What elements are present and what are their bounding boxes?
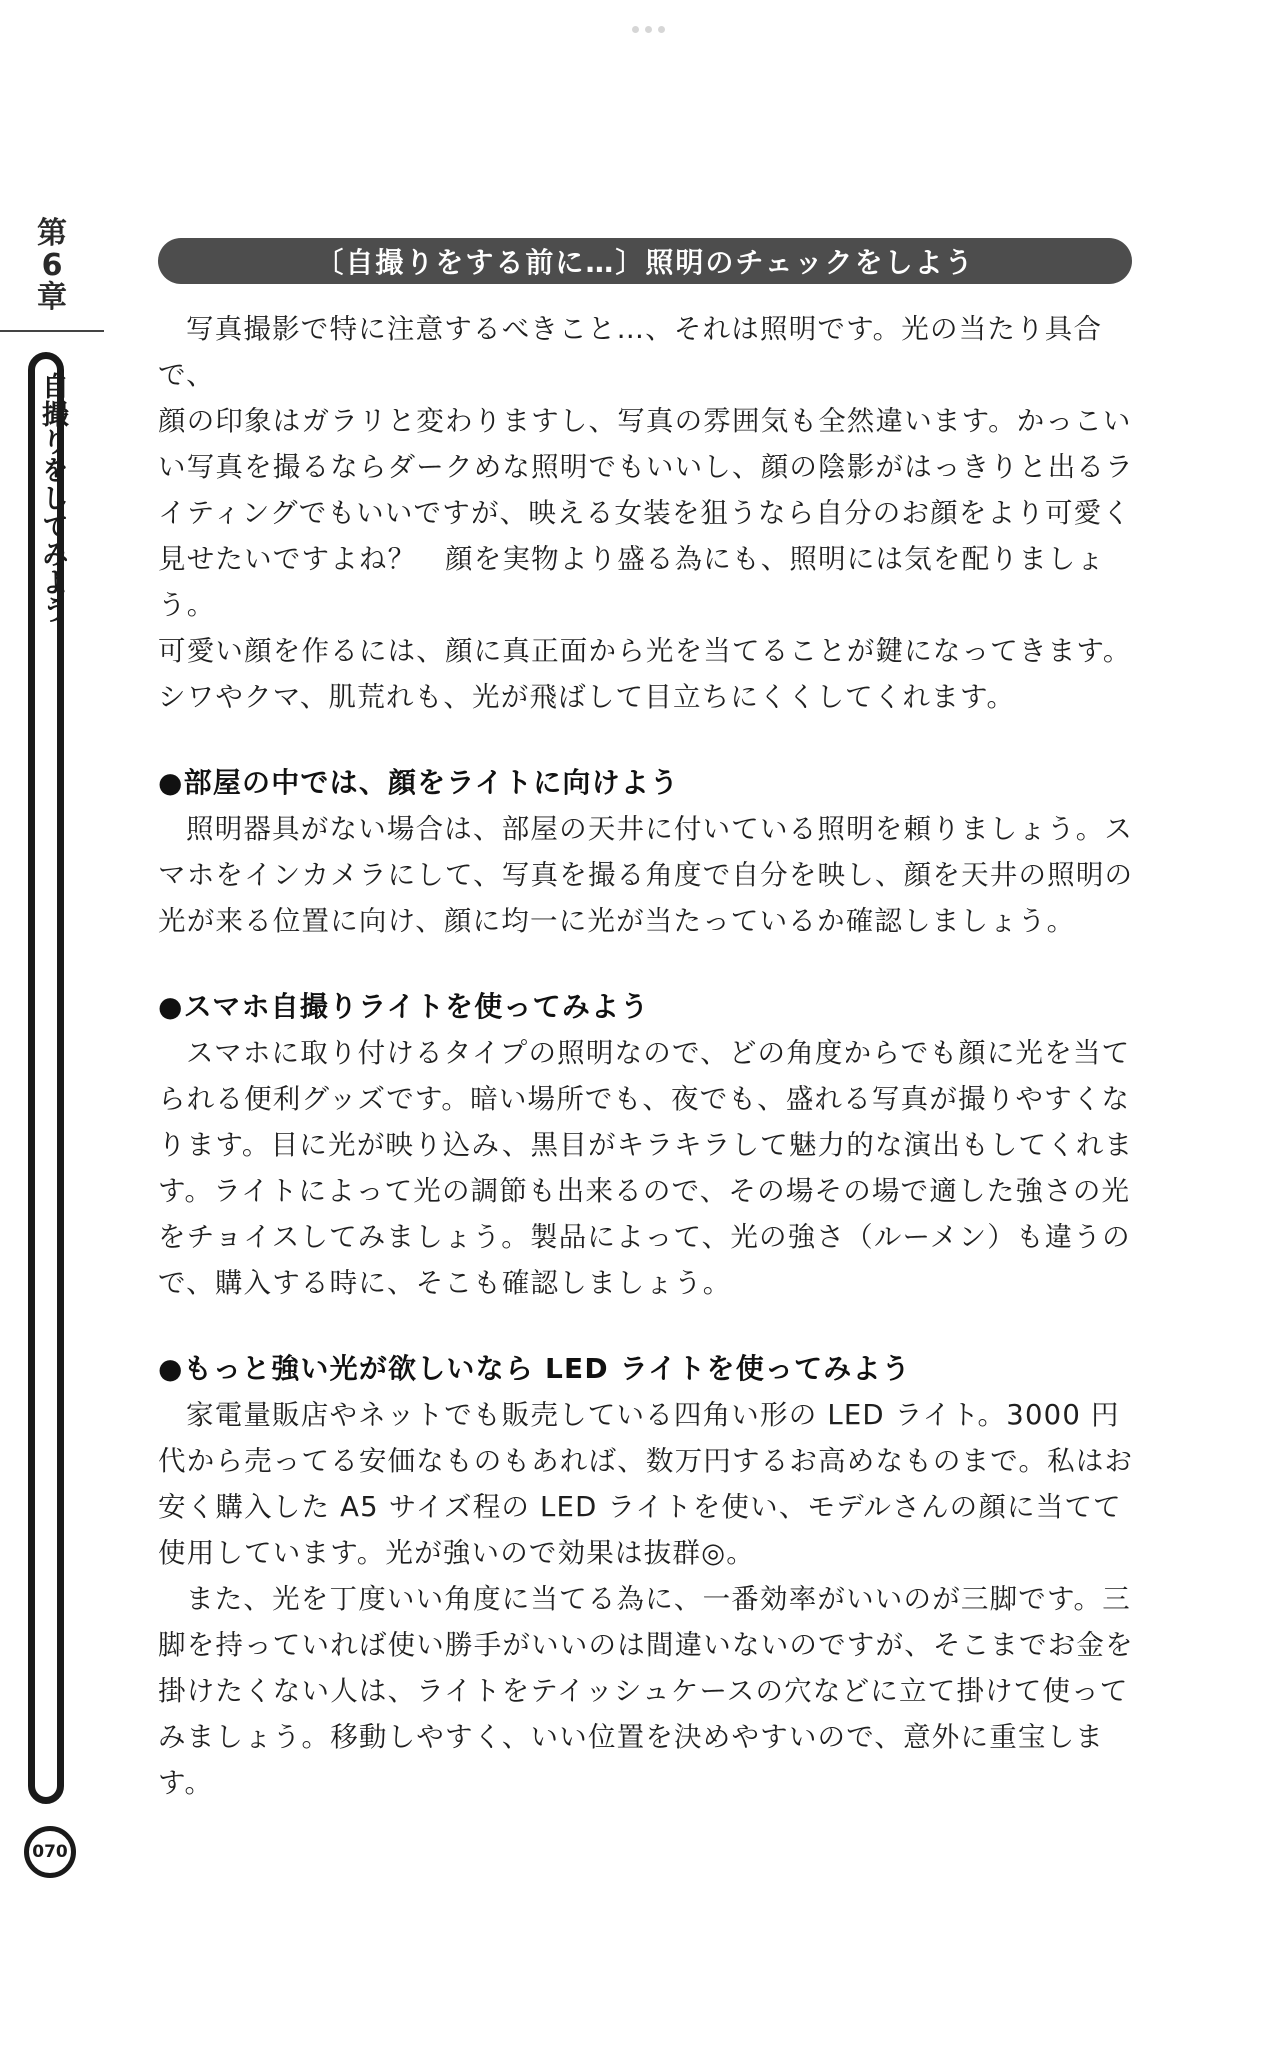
chapter-title-vertical: 自撮りをしてみよう <box>37 372 68 624</box>
subsection-paragraph: また、光を丁度いい角度に当てる為に、一番効率がいいのが三脚です。三 脚を持っていれば使い勝手がいいのは間違いないのですが、そこまでお金を 掛けたくない人は、ライトをテイッシュケースの穴などに立て掛けて使って みましょう。移動しやすく、いい位置を決めやすいので、意外に重宝します。 <box>158 1583 1134 1799</box>
chapter-number: 6 <box>41 248 63 283</box>
subsection-heading: ●スマホ自撮りライトを使ってみよう <box>158 990 650 1023</box>
subsection-paragraph: スマホに取り付けるタイプの照明なので、どの角度からでも顔に光を当て られる便利グッズです。暗い場所でも、夜でも、盛れる写真が撮りやすくな ります。目に光が映り込み、黒目がキラキラして魅力的な演出もしてくれま す。ライトによって光の調節も出来るので、その場その場で適した強さの光 をチョイスしてみましょう。製品によって、光の強さ（ルーメン）も違うの で、購入する時に、そこも確認しましょう。 <box>158 1037 1134 1299</box>
dot <box>658 26 665 33</box>
intro-paragraph: 写真撮影で特に注意するべきこと…、それは照明です。光の当たり具合で、 顔の印象はガラリと変わりますし、写真の雰囲気も全然違います。かっこい い写真を撮るならダークめな照明でもいいし、顔の陰影がはっきりと出るラ イティングでもいいですが、映える女装を狙うなら自分のお顔をより可愛く 見せたいですよね？ 顔を実物より盛る為にも、照明には気を配りましょう。 可愛い顔を作るには、顔に真正面から光を当てることが鍵になってきます。 シワやクマ、肌荒れも、光が飛ばして目立ちにくくしてくれます。 <box>158 313 1134 713</box>
dot <box>632 26 639 33</box>
chapter-label <box>32 218 72 314</box>
chapter-label-part: 章 <box>37 280 67 315</box>
dot <box>645 26 652 33</box>
subsection-heading: ●もっと強い光が欲しいなら LED ライトを使ってみよう <box>158 1352 911 1385</box>
page-number: 070 <box>24 1826 76 1878</box>
chapter-label-part: 第 <box>37 216 67 251</box>
subsection-heading: ●部屋の中では、顔をライトに向けよう <box>158 766 680 799</box>
section-title-banner: 〔自撮りをする前に…〕照明のチェックをしよう <box>158 238 1132 284</box>
subsection-paragraph: 照明器具がない場合は、部屋の天井に付いている照明を頼りましょう。ス マホをインカメラにして、写真を撮る角度で自分を映し、顔を天井の照明の 光が来る位置に向け、顔に均一に光が当たっているか確認しましょう。 <box>158 813 1134 937</box>
subsection-paragraph: 家電量販店やネットでも販売している四角い形の LED ライト。3000 円 代から売ってる安価なものもあれば、数万円するお高めなものまで。私はお 安く購入した A5 サイズ程の LED ライトを使い、モデルさんの顔に当てて 使用しています。光が強いので効果は抜群◎。 <box>158 1399 1134 1569</box>
chapter-divider <box>0 330 104 332</box>
article-body <box>158 306 1158 1806</box>
page-indicator-dots <box>632 26 665 33</box>
